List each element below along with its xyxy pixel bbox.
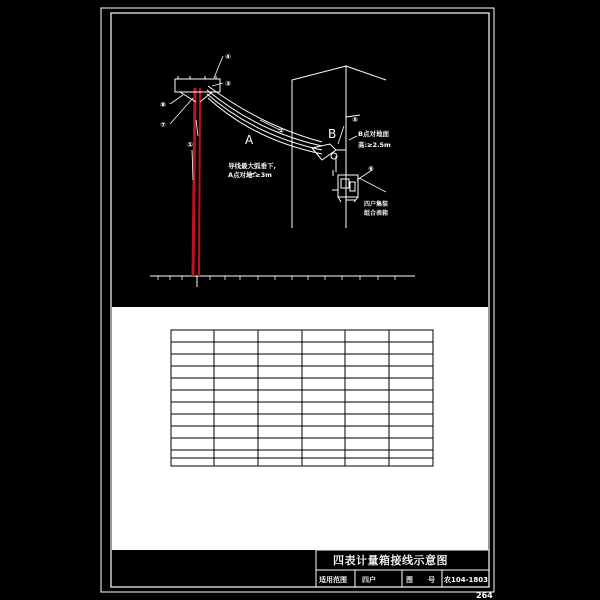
note-b-point-line1: B点对地面 (358, 130, 389, 138)
callout-1: ① (187, 141, 193, 149)
drawing-title: 四表计量箱接线示意图 (333, 554, 448, 567)
note-box-line1: 四户集装 (364, 201, 389, 208)
callout-7: ⑦ (160, 121, 166, 129)
scope-label: 适用范围 (319, 576, 347, 584)
service-drop-wires (207, 86, 322, 154)
scope-value: 四户 (362, 576, 376, 584)
callout-2: ② (278, 127, 284, 135)
callout-6: ⑥ (368, 165, 374, 173)
callout-3: ③ (225, 80, 231, 88)
note-box-line2: 组合表箱 (364, 210, 389, 217)
drawing-label: 图 (406, 576, 413, 584)
drawing-number: 农104-1803 (444, 576, 488, 584)
number-label: 号 (428, 576, 435, 584)
pole-crossarm (175, 76, 220, 102)
meter-box (332, 175, 358, 202)
installation-diagram (150, 53, 415, 287)
note-conductor-line1: 导线最大弧垂下, (228, 162, 276, 170)
callout-5: ⑤ (352, 116, 358, 124)
label-point-b: B (328, 127, 337, 141)
label-point-a: A (245, 133, 254, 147)
leader-lines (170, 56, 386, 192)
page-number: 264 (476, 591, 493, 600)
utility-pole (192, 88, 200, 287)
note-conductor-line2: A点对地:≥3m (228, 171, 272, 179)
ground-ticks (158, 276, 395, 280)
white-panel (112, 307, 488, 550)
callout-4: ④ (225, 53, 231, 61)
callout-8: ⑧ (160, 101, 166, 109)
note-b-point-line2: 高:≥2.5m (358, 141, 391, 149)
